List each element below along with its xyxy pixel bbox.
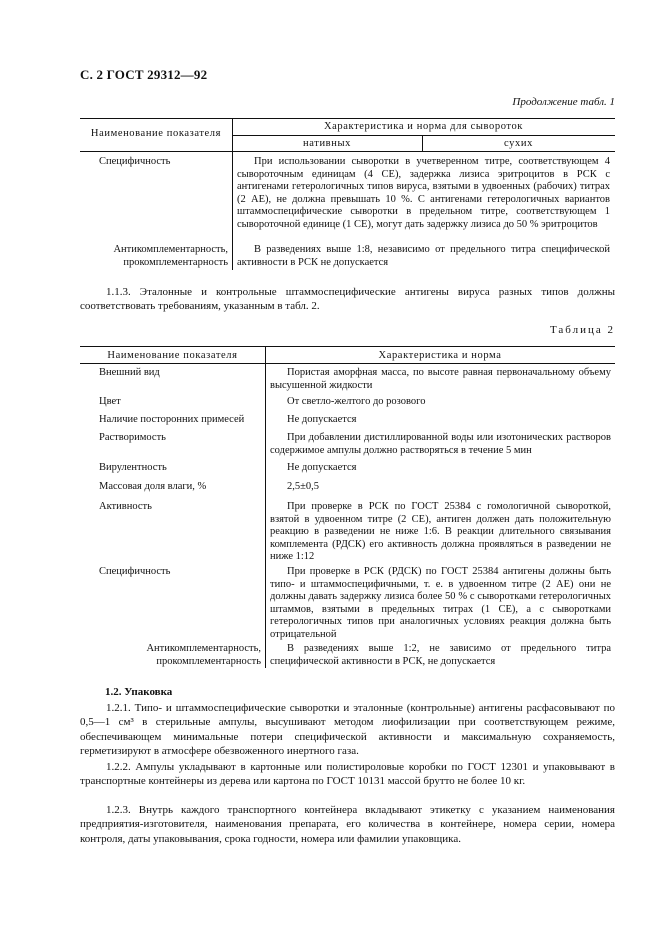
section-title-packaging: 1.2. Упаковка xyxy=(105,686,173,698)
table-1-header-native: нативных xyxy=(303,138,351,149)
table-2-row-name: Специфичность xyxy=(99,566,171,577)
paragraph-1-1-3 xyxy=(80,285,615,313)
table-2-top-rule xyxy=(80,346,615,347)
table-2-row-name: Цвет xyxy=(99,396,121,407)
table-2-row-text: При проверке в РСК (РДСК) по ГОСТ 25384 антигены должны быть типо- и штаммоспецифичными, т. е. в удвоенном титре (2 АЕ) они не должны давать задержку лизиса более 50 % с сыворотками гетерологичных штаммов, взятыми в предельных титрах (1 СЕ), а с сыворотками гетерологичных типов при аналогичных условиях реакция должна быть отрицательной xyxy=(270,566,611,640)
table-2-col-divider xyxy=(265,346,266,668)
table-2-row-name: Наличие посторонних примесей xyxy=(99,414,245,425)
table-2-caption: Таблица 2 xyxy=(549,324,615,336)
paragraph-1-2-3-text: 1.2.3. Внутрь каждого транспортного контейнера вкладывают этикетку с указанием наименования предприятия-изготовителя, наименования препарата, его количества в контейнере, номера серии, номера контроля, даты упаковывания, срока годности, номера или фамилии упаковщика. xyxy=(80,804,615,845)
table-2-row-text: Не допускается xyxy=(287,414,357,425)
table-2-header-rule xyxy=(80,363,615,364)
table-2-header-characteristic: Характеристика и норма xyxy=(378,350,502,361)
table-1-top-rule xyxy=(80,118,615,119)
table-2-row-text: Не допускается xyxy=(287,462,357,473)
table-1-row-1-text: При использовании сыворотки в учетверенном титре, соответствующем 4 сывороточным единицам (4 СЕ), задержка лизиса эритроцитов в РСК с антигенами гетерологичных типов вируса, взятыми в удвоенных (рабочих) титрах (2 АЕ), не должна превышать 10 %. С антигенами гетерологичных вариантов штаммоспецифические сыворотки в предельном титре, соответствующем 1 сывороточной единице (1 СЕ), могут дать задержку лизиса до 50 % эритроцитов xyxy=(237,156,610,230)
page-header: С. 2 ГОСТ 29312—92 xyxy=(80,67,208,82)
table-2-row-text: Пористая аморфная масса, по высоте равная первоначальному объему высушенной жидкости xyxy=(270,367,611,391)
table-2-row-name: Растворимость xyxy=(99,432,166,443)
paragraph-1-2-3 xyxy=(80,803,615,846)
table-2-row-text: От светло-желтого до розового xyxy=(287,396,426,407)
paragraph-1-1-3-text: 1.1.3. Эталонные и контрольные штаммоспецифические антигены вируса разных типов должны соответствовать требованиям, указанным в табл. 2. xyxy=(80,286,615,313)
paragraph-1-2-1-text: 1.2.1. Типо- и штаммоспецифические сыворотки и эталонные (контрольные) антигены расфасовывают по 0,5—1 см³ в стерильные ампулы, высушивают методом лиофилизации при соответствующем режиме, обеспечивающем минимальные потери специфической активности и максимальную сохраняемость, герметизируют в атмосфере обезвоженного инертного газа. xyxy=(80,702,615,757)
table-2-header-name: Наименование показателя xyxy=(107,350,238,361)
table-1-row-2-name: Антикомплементарность, прокомплементарность xyxy=(113,244,228,268)
table-2-row-name: Массовая доля влаги, % xyxy=(99,481,207,492)
table-continuation-label: Продолжение табл. 1 xyxy=(512,96,615,108)
table-1-subheader-rule xyxy=(232,135,615,136)
table-2-row-text: В разведениях выше 1:2, не зависимо от предельного титра специфической активности в РСК, не допускается xyxy=(270,643,611,667)
paragraph-1-2-1 xyxy=(80,701,615,758)
table-2-row-text: При добавлении дистиллированной воды или изотонических растворов содержимое ампулы должно растворяться в течение 5 мин xyxy=(270,432,611,456)
table-1-header-rule xyxy=(80,151,615,152)
table-2-row-text: 2,5±0,5 xyxy=(287,481,320,492)
table-1-header-name: Наименование показателя xyxy=(90,128,222,139)
table-2-row-name: Внешний вид xyxy=(99,367,160,378)
table-2-row-name: Вирулентность xyxy=(99,462,167,473)
table-2-row-name: Антикомплементарность, прокомплементарность xyxy=(146,643,261,667)
table-1-header-dry: сухих xyxy=(504,138,533,149)
table-1-row-2-text: В разведениях выше 1:8, независимо от предельного титра специфической активности в РСК не допускается xyxy=(237,244,610,268)
paragraph-1-2-2 xyxy=(80,760,615,789)
table-2-row-name: Активность xyxy=(99,501,152,512)
table-1-row-1-name: Специфичность xyxy=(99,156,171,167)
table-2-row-text: При проверке в РСК по ГОСТ 25384 с гомологичной сывороткой, взятой в удвоенном титре (2 СЕ), антиген должен дать положительную реакцию в разведении не ниже 1:6. В реакции длительного связывания комплемента (РДСК) его активность должна проявляться в разведении не ниже 1:12 xyxy=(270,501,611,563)
paragraph-1-2-2-text: 1.2.2. Ампулы укладывают в картонные или полистироловые коробки по ГОСТ 12301 и упаковывают в транспортные контейнеры из дерева или картона по ГОСТ 10131 массой брутто не более 10 кг. xyxy=(80,761,615,788)
table-1-header-characteristic: Характеристика и норма для сывороток xyxy=(323,121,524,132)
